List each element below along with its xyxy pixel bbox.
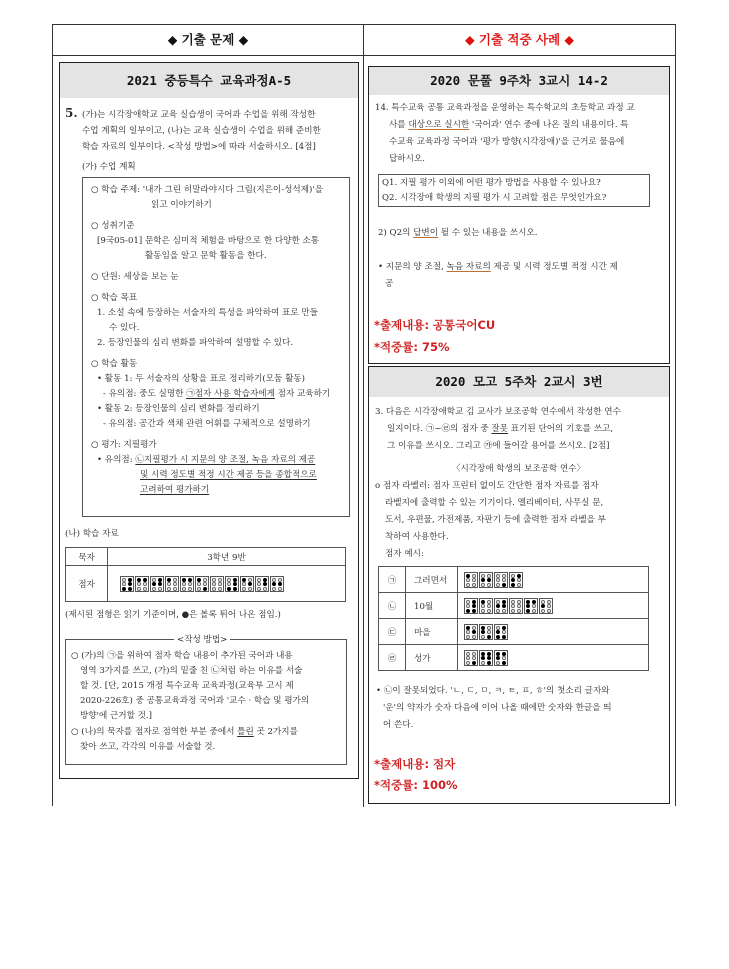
plan-evaluation: ○ 평가: 지필평가	[91, 440, 157, 450]
method-line: 찾아 쓰고, 각각의 이유를 서술할 것.	[80, 742, 216, 752]
material-table	[65, 547, 346, 602]
braille-dot	[212, 587, 216, 591]
braille-dot	[466, 652, 470, 656]
braille-dot	[242, 578, 246, 582]
answer-line: • ㉡이 잘못되었다. 'ㄴ, ㄷ, ㅁ, ㅋ, ㅌ, ㅍ, ㅎ'의 첫소리 글자와	[376, 686, 610, 696]
braille-dot	[481, 656, 485, 660]
braille-dot	[233, 582, 237, 586]
braille-dot	[496, 630, 500, 634]
braille-dot	[182, 582, 186, 586]
question-line: 3. 다음은 시각장애학교 김 교사가 보조공학 연수에서 작성한 연수	[375, 407, 621, 417]
plan-goal-label: ○ 학습 목표	[91, 293, 138, 303]
braille-dot	[502, 600, 506, 604]
braille-dot	[128, 578, 132, 582]
braille-dot	[248, 578, 252, 582]
braille-cell	[494, 624, 508, 640]
braille-dot	[233, 587, 237, 591]
plan-activity-note: - 유의점: 공간과 색채 관련 어휘를 구체적으로 설명하기	[103, 419, 311, 429]
question-number: 5.	[65, 106, 78, 120]
hit-rate-label: *적중률: 75%	[374, 340, 450, 354]
braille-dot	[158, 587, 162, 591]
braille-dot	[257, 582, 261, 586]
plan-eval-note: • 유의점: ㉡지필평가 시 지문의 양 조절, 녹음 자료의 제공	[97, 455, 316, 465]
braille-dot	[487, 574, 491, 578]
braille-dot	[511, 574, 515, 578]
question-line: 사를 대상으로 실시한 '국어과' 연수 중에 나온 질의 내용이다. 특	[389, 120, 629, 130]
material-label: (나) 학습 자료	[65, 529, 119, 539]
braille-cell	[464, 572, 478, 588]
braille-dot	[128, 587, 132, 591]
braille-dot	[496, 609, 500, 613]
header-hit-cases: ◆ 기출 적중 사례 ◆	[464, 32, 575, 47]
hit-case-card-1	[368, 66, 670, 364]
hit-case-1-title: 2020 문풀 9주차 3교시 14-2	[369, 67, 669, 95]
braille-cell	[270, 576, 284, 592]
braille-dot	[218, 582, 222, 586]
example-mark: ㉠	[379, 567, 406, 593]
lesson-plan-box	[82, 177, 350, 517]
example-word: 마을	[406, 619, 458, 645]
braille-dot	[466, 583, 470, 587]
exam-content-label: *출제내용: 점자	[374, 757, 456, 771]
braille-cell	[464, 650, 478, 666]
braille-dot	[502, 574, 506, 578]
braille-dot	[122, 587, 126, 591]
braille-dot	[128, 582, 132, 586]
braille-cell	[255, 576, 269, 592]
writing-method-box	[65, 635, 347, 765]
braille-dot	[472, 578, 476, 582]
sub-question: 2) Q2의 답변이 될 수 있는 내용을 쓰시오.	[378, 228, 538, 238]
braille-dot	[496, 574, 500, 578]
braille-dot	[173, 587, 177, 591]
braille-dot	[502, 626, 506, 630]
braille-dot	[257, 578, 261, 582]
braille-dot	[197, 587, 201, 591]
braille-dot	[212, 582, 216, 586]
material-head-braille: 점자	[66, 566, 108, 602]
braille-cell	[240, 576, 254, 592]
braille-dot	[143, 587, 147, 591]
braille-cell	[494, 572, 508, 588]
braille-dot	[182, 587, 186, 591]
desc-line: 착하여 사용한다.	[385, 532, 449, 542]
braille-dot	[502, 630, 506, 634]
braille-dot	[502, 583, 506, 587]
braille-dot	[502, 609, 506, 613]
braille-cell	[464, 624, 478, 640]
writing-method-title: <작성 방법>	[174, 633, 230, 645]
braille-dot	[511, 600, 515, 604]
braille-dot	[278, 578, 282, 582]
braille-dot	[511, 604, 515, 608]
braille-dot	[272, 587, 276, 591]
braille-cell	[464, 598, 478, 614]
braille-dot	[152, 587, 156, 591]
braille-dot	[466, 626, 470, 630]
braille-dot	[511, 578, 515, 582]
braille-row	[120, 576, 345, 592]
braille-dot	[466, 578, 470, 582]
braille-dot	[203, 582, 207, 586]
braille-dot	[233, 578, 237, 582]
braille-dot	[472, 574, 476, 578]
braille-dot	[487, 630, 491, 634]
braille-dot	[466, 661, 470, 665]
braille-cell	[180, 576, 194, 592]
qa-box	[378, 174, 650, 207]
braille-dot	[517, 604, 521, 608]
braille-dot	[227, 587, 231, 591]
hit-rate-label: *적중률: 100%	[374, 778, 458, 792]
braille-dot	[502, 656, 506, 660]
exam-content-label: *출제내용: 공통국어CU	[374, 318, 496, 332]
braille-dot	[248, 587, 252, 591]
braille-dot	[472, 652, 476, 656]
question-line: 수교육 교육과정 국어과 '평가 방향(시각장애)'을 근거로 물음에	[389, 137, 625, 147]
braille-dot	[481, 635, 485, 639]
braille-dot	[272, 582, 276, 586]
braille-example-row	[379, 619, 649, 645]
braille-dot	[188, 578, 192, 582]
method-line: ○ (가)의 ㉠을 위하여 점자 학습 내용이 추가된 국어과 내용	[71, 651, 293, 661]
braille-dot	[137, 587, 141, 591]
question-line: 일지이다. ㉠~㉣의 점자 중 잘못 표기된 단어의 기호를 쓰고,	[387, 424, 614, 434]
braille-dot	[547, 600, 551, 604]
method-line: ○ (나)의 묵자를 점자로 점역한 부분 중에서 틀린 곳 2가지를	[71, 727, 298, 737]
braille-dot	[511, 609, 515, 613]
braille-dot	[263, 578, 267, 582]
braille-cell	[150, 576, 164, 592]
example-word: 성가	[406, 645, 458, 671]
braille-dot	[517, 583, 521, 587]
braille-dot	[143, 578, 147, 582]
braille-dot	[496, 652, 500, 656]
braille-dot	[197, 578, 201, 582]
braille-dot	[167, 578, 171, 582]
braille-example-table	[378, 566, 649, 671]
braille-dot	[481, 609, 485, 613]
braille-dot	[472, 635, 476, 639]
braille-dot	[502, 578, 506, 582]
braille-cell	[494, 598, 508, 614]
braille-dot	[547, 604, 551, 608]
material-head-ink: 묵자	[66, 548, 108, 566]
braille-dot	[188, 587, 192, 591]
braille-dot	[502, 635, 506, 639]
plan-activity-note: - 유의점: 중도 실명한 ㉠점자 사용 학습자에게 점자 교육하기	[103, 389, 331, 399]
braille-dot	[487, 652, 491, 656]
braille-cell	[195, 576, 209, 592]
braille-dot	[472, 656, 476, 660]
braille-dot	[496, 635, 500, 639]
desc-line: 라벨지에 출력할 수 있는 기기이다. 엘리베이터, 사무실 문,	[385, 498, 604, 508]
braille-dot	[466, 656, 470, 660]
braille-dot	[481, 583, 485, 587]
braille-cell	[135, 576, 149, 592]
braille-cell	[509, 598, 523, 614]
braille-dot	[532, 600, 536, 604]
braille-dot	[227, 582, 231, 586]
braille-dot	[541, 609, 545, 613]
braille-dot	[137, 578, 141, 582]
column-divider	[363, 25, 364, 807]
method-line: 방향'에 근거할 것.]	[80, 711, 153, 721]
braille-example-row	[379, 645, 649, 671]
braille-dot	[466, 574, 470, 578]
plan-eval-note-cont: 고려하여 평가하기	[140, 485, 210, 495]
braille-dot	[248, 582, 252, 586]
braille-dot	[496, 578, 500, 582]
braille-dot	[197, 582, 201, 586]
plan-standard-cont: 활동임을 알고 문학 활동을 한다.	[145, 251, 267, 261]
braille-dot	[218, 578, 222, 582]
desc-line: o 점자 라벨러: 점자 프린터 없이도 간단한 점자 자료를 점자	[375, 481, 599, 491]
example-word: 10월	[406, 593, 458, 619]
braille-dot	[466, 609, 470, 613]
doc-title: 〈시각장애 학생의 보조공학 연수〉	[451, 464, 586, 474]
plan-standard-label: ○ 성취기준	[91, 221, 135, 231]
question-line: 수업 계획의 일부이고, (나)는 교육 실습생이 수업을 위해 준비한	[82, 126, 321, 136]
braille-dot	[502, 604, 506, 608]
braille-dot	[481, 574, 485, 578]
question-line: 그 이유를 쓰시오. 그리고 ㉮에 들어갈 용어를 쓰시오. [2점]	[387, 441, 610, 451]
plan-label: (가) 수업 계획	[82, 162, 136, 172]
braille-dot	[173, 578, 177, 582]
braille-dot	[487, 609, 491, 613]
braille-dot	[517, 609, 521, 613]
braille-dot	[278, 587, 282, 591]
material-note: (제시된 점형은 읽기 기준이며, ●은 볼록 튀어 나온 점임.)	[65, 610, 281, 620]
braille-cell	[479, 624, 493, 640]
braille-dot	[481, 661, 485, 665]
braille-dot	[182, 578, 186, 582]
answer-line: • 지문의 양 조절, 녹음 자료의 제공 및 시력 정도별 적정 시간 제	[378, 262, 618, 272]
braille-cell	[479, 650, 493, 666]
braille-dot	[487, 661, 491, 665]
hit-case-card-2	[368, 366, 670, 804]
braille-dot	[502, 652, 506, 656]
answer-line: 어 쓴다.	[383, 720, 414, 730]
material-ink-value: 3학년 9반	[108, 548, 346, 566]
braille-dot	[496, 656, 500, 660]
question-line: 답하시오.	[389, 154, 425, 164]
braille-dot	[481, 626, 485, 630]
material-braille	[108, 566, 346, 602]
braille-dot	[227, 578, 231, 582]
braille-dot	[502, 661, 506, 665]
braille-dot	[541, 600, 545, 604]
braille-dot	[472, 604, 476, 608]
braille-dot	[541, 604, 545, 608]
desc-line: 도서, 우편물, 가전제품, 자판기 등에 출력한 점자 라벨을 부	[385, 515, 606, 525]
plan-standard: [9국05-01] 문학은 심미적 체험을 바탕으로 한 다양한 소통	[97, 236, 320, 246]
braille-dot	[532, 604, 536, 608]
braille-dot	[481, 604, 485, 608]
braille-dot	[472, 583, 476, 587]
braille-dot	[496, 583, 500, 587]
braille-dot	[152, 578, 156, 582]
braille-dot	[158, 578, 162, 582]
example-mark: ㉣	[379, 645, 406, 671]
question-line: (가)는 시각장애학교 교육 실습생이 국어과 수업을 위해 작성한	[82, 110, 316, 120]
braille-dot	[487, 578, 491, 582]
question-line: 학습 자료의 일부이다. <작성 방법>에 따라 서술하시오. [4점]	[82, 142, 316, 152]
braille-dot	[496, 661, 500, 665]
braille-dot	[517, 578, 521, 582]
braille-dot	[472, 630, 476, 634]
example-braille	[458, 567, 649, 593]
header-past-exam: ◆ 기출 문제 ◆	[167, 32, 249, 47]
braille-dot	[466, 630, 470, 634]
braille-dot	[188, 582, 192, 586]
braille-dot	[517, 574, 521, 578]
answer-line: '운'의 약자가 숫자 다음에 이어 나올 때에만 숫자와 한글을 띄	[383, 703, 612, 713]
example-braille	[458, 619, 649, 645]
braille-dot	[203, 587, 207, 591]
braille-dot	[472, 609, 476, 613]
plan-topic: ○ 학습 주제: '내가 그린 히말라야시다 그림(지은이-성석제)'을	[91, 185, 324, 195]
braille-cell	[120, 576, 134, 592]
braille-dot	[257, 587, 261, 591]
braille-dot	[212, 578, 216, 582]
braille-cell	[479, 598, 493, 614]
braille-dot	[472, 626, 476, 630]
braille-cell	[539, 598, 553, 614]
braille-dot	[526, 609, 530, 613]
example-braille	[458, 593, 649, 619]
plan-topic-cont: 읽고 이야기하기	[151, 200, 212, 210]
braille-cell	[210, 576, 224, 592]
braille-dot	[517, 600, 521, 604]
braille-dot	[152, 582, 156, 586]
plan-unit: ○ 단원: 세상을 보는 눈	[91, 272, 179, 282]
braille-dot	[167, 582, 171, 586]
braille-example-row	[379, 567, 649, 593]
braille-dot	[472, 600, 476, 604]
braille-dot	[496, 600, 500, 604]
past-exam-title: 2021 중등특수 교육과정A-5	[60, 63, 358, 98]
example-word: 그러면서	[406, 567, 458, 593]
plan-activity-label: ○ 학습 활동	[91, 359, 138, 369]
plan-activity: • 활동 1: 두 서술자의 상황을 표로 정리하기(모둠 활동)	[97, 374, 306, 384]
example-mark: ㉢	[379, 619, 406, 645]
braille-dot	[496, 626, 500, 630]
qa-line: Q1. 지필 평가 이외에 어떤 평가 방법을 사용할 수 있나요?	[382, 178, 601, 188]
braille-dot	[481, 578, 485, 582]
braille-dot	[481, 630, 485, 634]
qa-line: Q2. 시각장애 학생의 지필 평가 시 고려할 점은 무엇인가요?	[382, 193, 607, 203]
braille-dot	[158, 582, 162, 586]
braille-dot	[487, 583, 491, 587]
hit-case-2-title: 2020 모고 5주차 2교시 3번	[369, 367, 669, 397]
braille-dot	[167, 587, 171, 591]
answer-line: 공	[385, 279, 394, 289]
plan-goal-cont: 수 있다.	[109, 323, 140, 333]
braille-dot	[532, 609, 536, 613]
braille-cell	[524, 598, 538, 614]
braille-dot	[272, 578, 276, 582]
braille-dot	[263, 582, 267, 586]
braille-cell	[165, 576, 179, 592]
braille-dot	[487, 635, 491, 639]
braille-cell	[225, 576, 239, 592]
example-mark: ㉡	[379, 593, 406, 619]
question-line: 14. 특수교육 공통 교육과정을 운영하는 특수학교의 초등학교 과정 교	[375, 103, 635, 113]
braille-dot	[122, 578, 126, 582]
braille-dot	[481, 652, 485, 656]
braille-dot	[242, 587, 246, 591]
braille-dot	[242, 582, 246, 586]
braille-dot	[263, 587, 267, 591]
method-line: 할 것. [단, 2015 개정 특수교육 교육과정(교육부 고시 제	[80, 681, 294, 691]
braille-dot	[472, 661, 476, 665]
braille-dot	[203, 578, 207, 582]
method-line: 2020-226호) 중 공통교육과정 국어과 '교수 · 학습 및 평가의	[80, 696, 310, 706]
braille-dot	[487, 656, 491, 660]
braille-dot	[466, 600, 470, 604]
plan-activity: • 활동 2: 등장인물의 심리 변화를 정리하기	[97, 404, 260, 414]
braille-example-row	[379, 593, 649, 619]
table-header	[53, 25, 675, 56]
braille-dot	[526, 604, 530, 608]
braille-dot	[122, 582, 126, 586]
braille-dot	[547, 609, 551, 613]
past-exam-card	[59, 62, 359, 779]
braille-dot	[466, 635, 470, 639]
plan-goal: 1. 소설 속에 등장하는 서술자의 특성을 파악하여 표로 만들	[97, 308, 318, 318]
example-label: 점자 예시:	[385, 549, 424, 559]
braille-dot	[466, 604, 470, 608]
braille-dot	[137, 582, 141, 586]
example-braille	[458, 645, 649, 671]
braille-dot	[278, 582, 282, 586]
plan-eval-note-cont: 및 시력 정도별 적정 시간 제공 등을 종합적으로	[140, 470, 317, 480]
braille-dot	[511, 583, 515, 587]
braille-dot	[481, 600, 485, 604]
method-line: 영역 3가지를 쓰고, (가)의 밑줄 친 ㉡처럼 하는 이유를 서술	[80, 666, 303, 676]
braille-cell	[479, 572, 493, 588]
braille-dot	[487, 626, 491, 630]
braille-cell	[494, 650, 508, 666]
braille-dot	[487, 600, 491, 604]
braille-dot	[526, 600, 530, 604]
braille-cell	[509, 572, 523, 588]
plan-goal: 2. 등장인물의 심리 변화를 파악하여 설명할 수 있다.	[97, 338, 294, 348]
braille-dot	[218, 587, 222, 591]
braille-dot	[143, 582, 147, 586]
braille-dot	[487, 604, 491, 608]
braille-dot	[496, 604, 500, 608]
braille-dot	[173, 582, 177, 586]
